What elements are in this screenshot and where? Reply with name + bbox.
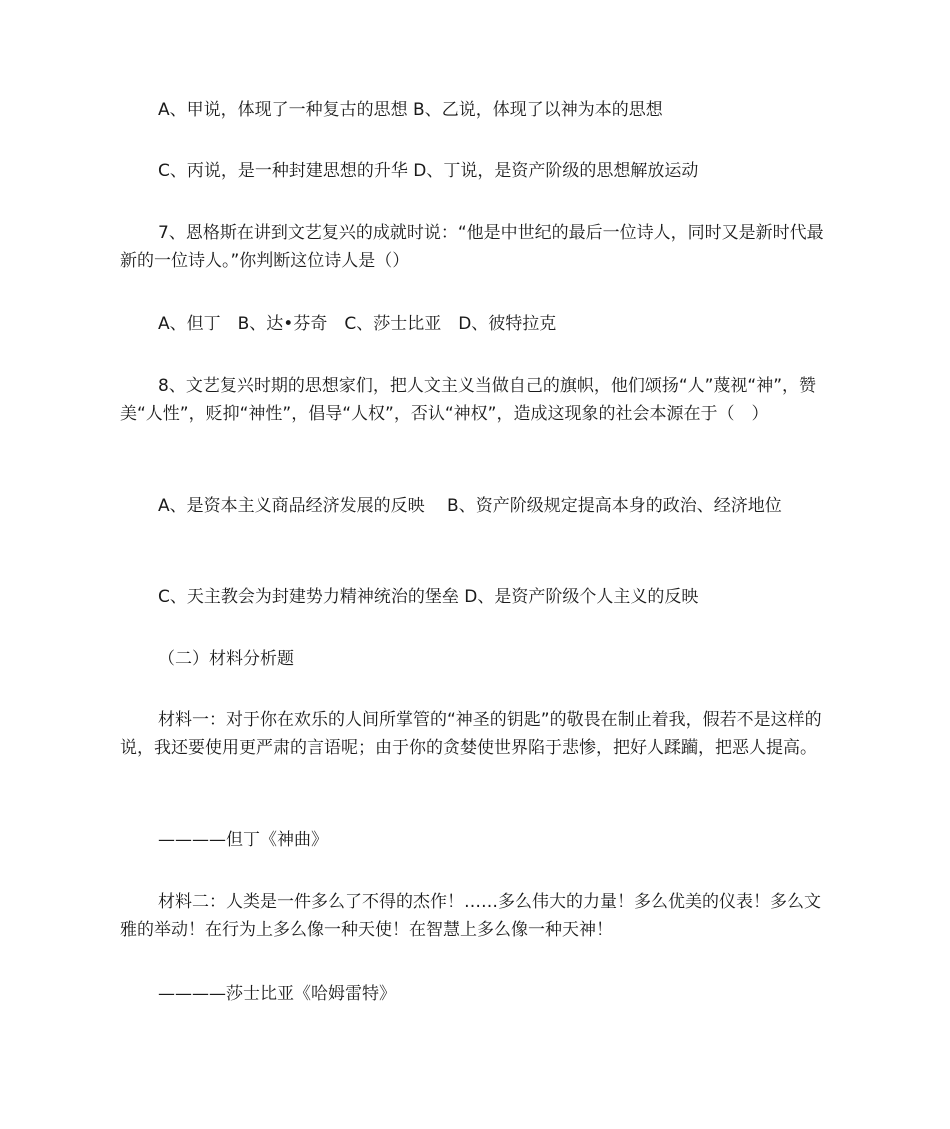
q6-options-line1: A、甲说，体现了一种复古的思想 B、乙说，体现了以神为本的思想 bbox=[158, 100, 663, 120]
q8-options-line2: C、天主教会为封建势力精神统治的堡垒 D、是资产阶级个人主义的反映 bbox=[158, 587, 699, 607]
material1-source: ————但丁《神曲》 bbox=[158, 830, 328, 850]
section-heading: （二）材料分析题 bbox=[158, 649, 294, 669]
material2-text: 材料二：人类是一件多么了不得的杰作！……多么伟大的力量！多么优美的仪表！多么文雅的举动！在行为上多么像一种天使！在智慧上多么像一种天神！ bbox=[120, 892, 821, 940]
q8-options-line1: A、是资本主义商品经济发展的反映 B、资产阶级规定提高本身的政治、经济地位 bbox=[158, 496, 782, 516]
material1-text: 材料一：对于你在欢乐的人间所掌管的“神圣的钥匙”的敬畏在制止着我，假若不是这样的说，我还要使用更严肃的言语呢；由于你的贪婪使世界陷于悲惨，把好人蹂躏，把恶人提高。 bbox=[120, 710, 822, 758]
q7-question: 7、恩格斯在讲到文艺复兴的成就时说：“他是中世纪的最后一位诗人，同时又是新时代最新的一位诗人。”你判断这位诗人是（） bbox=[120, 223, 824, 271]
q8-question: 8、文艺复兴时期的思想家们，把人文主义当做自己的旗帜，他们颂扬“人”蔑视“神”，赞美“人性”，贬抑“神性”，倡导“人权”，否认“神权”，造成这现象的社会本源在于（ ） bbox=[120, 376, 817, 424]
q6-options-line2: C、丙说，是一种封建思想的升华 D、丁说，是资产阶级的思想解放运动 bbox=[158, 161, 699, 181]
material2-source: ————莎士比亚《哈姆雷特》 bbox=[158, 984, 396, 1004]
q7-options: A、但丁 B、达•芬奇 C、莎士比亚 D、彼特拉克 bbox=[158, 314, 557, 334]
